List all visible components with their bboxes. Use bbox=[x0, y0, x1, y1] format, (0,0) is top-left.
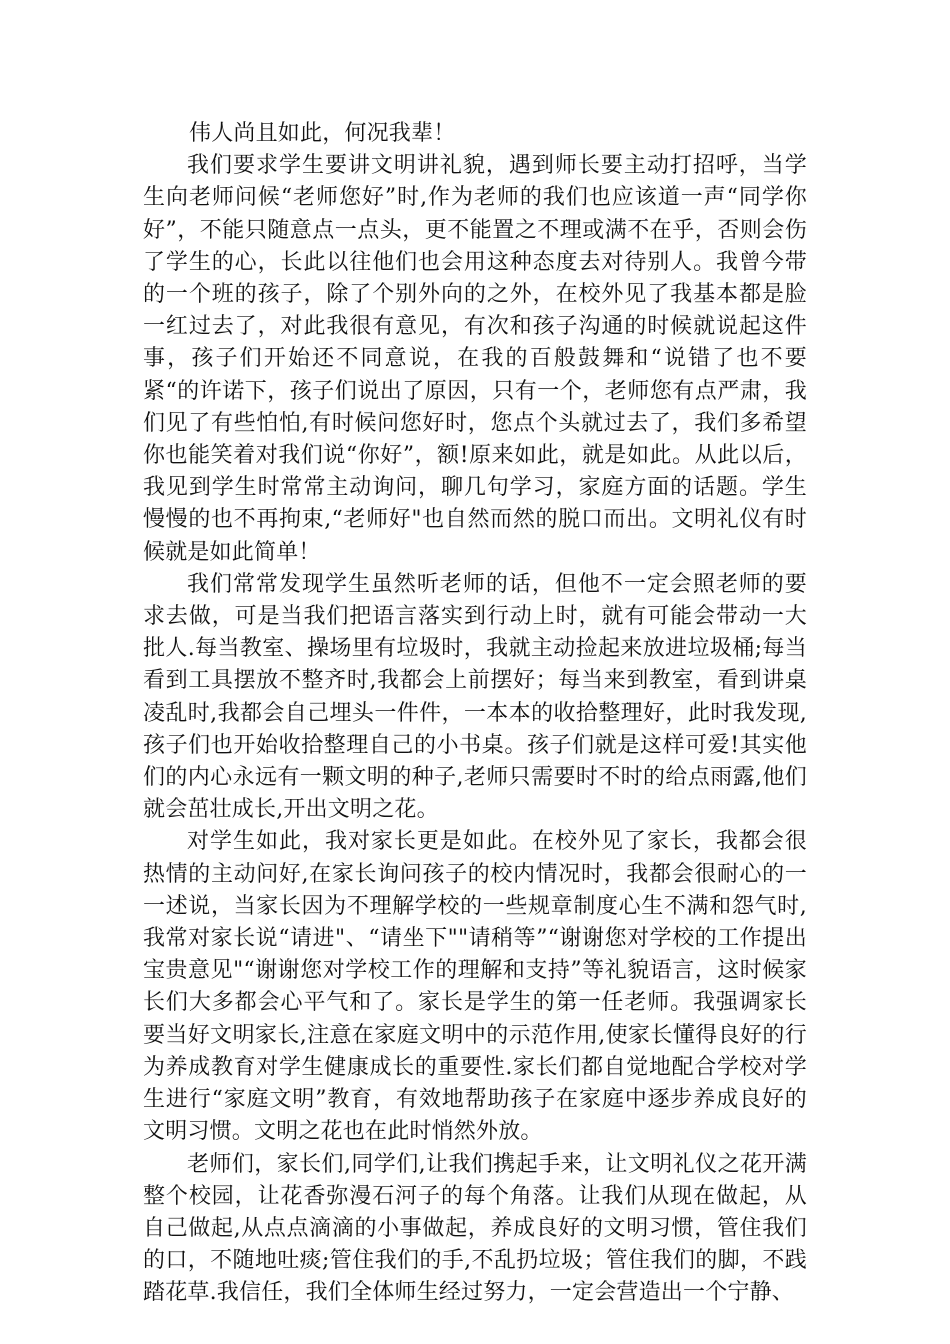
paragraph-3: 我们常常发现学生虽然听老师的话，但他不一定会照老师的要求去做，可是当我们把语言落实到行动上时，就有可能会带动一大批人.每当教室、操场里有垃圾时，我就主动捡起来放进垃圾桶;每当看到工具摆放不整齐时,我都会上前摆好；每当来到教室，看到讲桌凌乱时,我都会自己埋头一件件，一本本的收拾整理好，此时我发现,孩子们也开始收拾整理自己的小书桌。孩子们就是这样可爱!其实他们的内心永远有一颗文明的种子,老师只需要时不时的给点雨露,他们就会茁壮成长,开出文明之花。 bbox=[143, 571, 807, 823]
paragraph-4: 对学生如此，我对家长更是如此。在校外见了家长，我都会很热情的主动问好,在家长询问孩子的校内情况时，我都会很耐心的一一述说，当家长因为不理解学校的一些规章制度心生不满和怨气时,我常对家长说“请进"、“请坐下""请稍等”“谢谢您对学校的工作提出宝贵意见"“谢谢您对学校工作的理解和支持”等礼貌语言，这时候家长们大多都会心平气和了。家长是学生的第一任老师。我强调家长要当好文明家长,注意在家庭文明中的示范作用,使家长懂得良好的行为养成教育对学生健康成长的重要性.家长们都自觉地配合学校对学生进行“家庭文明”教育，有效地帮助孩子在家庭中逐步养成良好的文明习惯。文明之花也在此时悄然外放。 bbox=[143, 829, 807, 1145]
paragraph-5: 老师们，家长们,同学们,让我们携起手来，让文明礼仪之花开满整个校园，让花香弥漫石河子的每个角落。让我们从现在做起，从自己做起,从点点滴滴的小事做起，养成良好的文明习惯，管住我们的口，不随地吐痰;管住我们的手,不乱扔垃圾；管住我们的脚，不践踏花草.我信任，我们全体师生经过努力，一定会营造出一个宁静、 bbox=[143, 1151, 807, 1306]
paragraph-2: 我们要求学生要讲文明讲礼貌，遇到师长要主动打招呼，当学生向老师问候“老师您好”时,作为老师的我们也应该道一声“同学你好”，不能只随意点一点头，更不能置之不理或满不在乎，否则会伤了学生的心，长此以往他们也会用这种态度去对待别人。我曾今带的一个班的孩子，除了个别外向的之外，在校外见了我基本都是脸一红过去了，对此我很有意见，有次和孩子沟通的时候就说起这件事，孩子们开始还不同意说，在我的百般鼓舞和“说错了也不要紧“的许诺下，孩子们说出了原因，只有一个，老师您有点严肃，我们见了有些怕怕,有时候问您好时，您点个头就过去了，我们多希望你也能笑着对我们说“你好”，额!原来如此，就是如此。从此以后，我见到学生时常常主动询问，聊几句学习，家庭方面的话题。学生慢慢的也不再拘束,“老师好"也自然而然的脱口而出。文明礼仪有时候就是如此简单！ bbox=[143, 153, 807, 565]
body-text bbox=[143, 118, 807, 1310]
paragraph-1: 伟人尚且如此，何况我辈！ bbox=[189, 121, 456, 146]
